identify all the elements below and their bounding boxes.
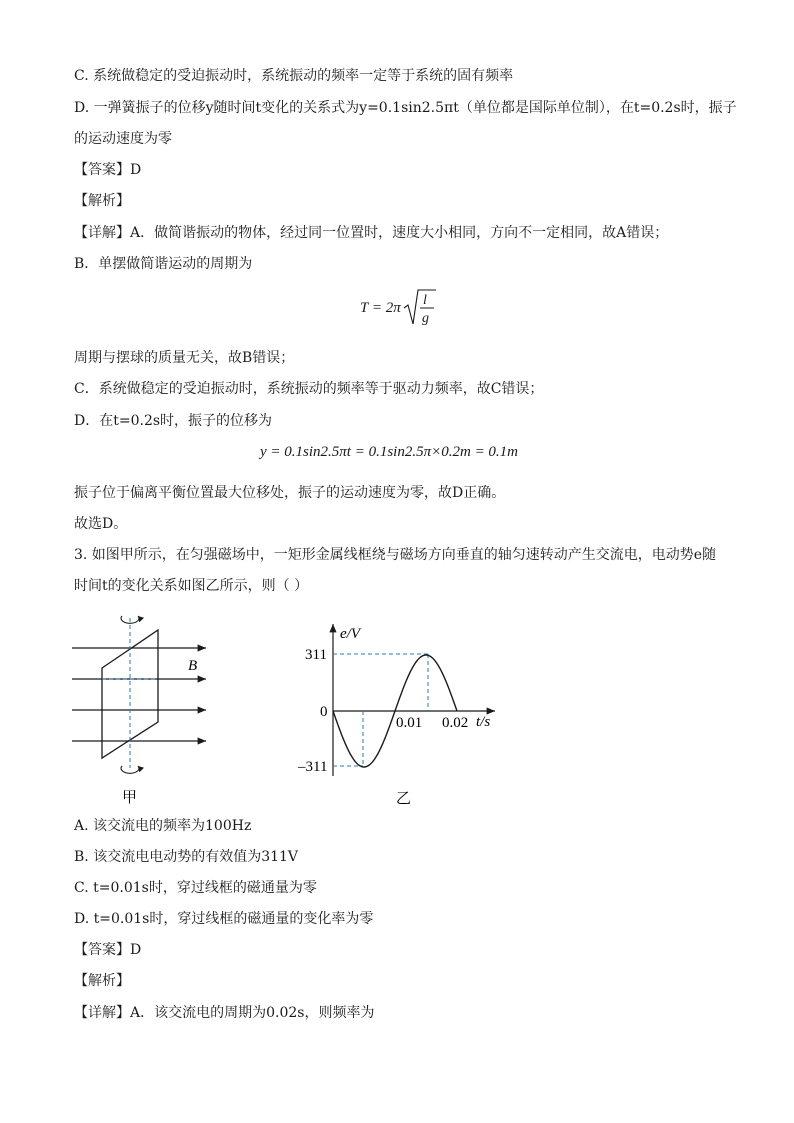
x-axis-label: t/s: [476, 714, 491, 730]
answer-label: 【答案】D: [74, 162, 142, 178]
detail-a: 【详解】A．做简谐振动的物体，经过同一位置时，速度大小相同，方向不一定相同，故A错误；: [74, 225, 669, 241]
fraction-numerator: l: [423, 293, 427, 308]
question-3-stem: 3. 如图甲所示，在匀强磁场中，一矩形金属线框绕与磁场方向垂直的轴匀速转动产生交流电，电动势e随: [74, 547, 717, 563]
period-formula: [360, 288, 440, 328]
y-axis-label: e/V: [340, 626, 360, 642]
figure-jia: [60, 608, 230, 808]
detail-d-conclusion: 振子位于偏离平衡位置最大位移处，振子的运动速度为零，故D正确。: [74, 485, 506, 501]
option-a: A. 该交流电的频率为100Hz: [74, 818, 252, 834]
y-tick-min: –311: [298, 759, 328, 775]
fraction-denominator: g: [422, 311, 429, 326]
analysis-label: 【解析】: [74, 193, 130, 209]
figure-yi-chart: [290, 618, 510, 808]
analysis-label-2: 【解析】: [74, 973, 130, 989]
field-label-b: B: [188, 658, 198, 674]
y-tick-max: 311: [305, 647, 327, 663]
question-3-stem-continued: 时间t的变化关系如图乙所示，则（ ）: [74, 578, 309, 594]
detail-b: B．单摆做简谐运动的周期为: [74, 256, 253, 272]
origin-label: 0: [320, 704, 328, 720]
option-d: D. t=0.01s时，穿过线框的磁通量的变化率为零: [74, 911, 374, 927]
option-c-statement: C. 系统做稳定的受迫振动时，系统振动的频率一定等于系统的固有频率: [74, 68, 514, 84]
answer-label-2: 【答案】D: [74, 942, 142, 958]
displacement-formula: y = 0.1sin2.5πt = 0.1sin2.5π×0.2m = 0.1m: [260, 444, 519, 460]
x-tick-001: 0.01: [396, 715, 423, 731]
x-tick-002: 0.02: [442, 715, 469, 731]
figure-jia-label: 甲: [122, 790, 138, 806]
detail-d: D．在t=0.2s时，振子的位移为: [74, 413, 273, 429]
detail-c: C．系统做稳定的受迫振动时，系统振动的频率等于驱动力频率，故C错误；: [74, 381, 544, 397]
period-formula-lhs: T = 2π: [360, 300, 401, 316]
figure-yi-label: 乙: [396, 791, 412, 807]
choice-statement: 故选D。: [74, 516, 128, 532]
option-b: B. 该交流电电动势的有效值为311V: [74, 849, 299, 865]
option-d-continued: 的运动速度为零: [74, 131, 172, 147]
option-c: C. t=0.01s时，穿过线框的磁通量为零: [74, 880, 317, 896]
option-d-statement: D. 一弹簧振子的位移y随时间t变化的关系式为y=0.1sin2.5πt（单位都是国际单位制），在t=0.2s时，振子: [74, 100, 737, 116]
detail-b-conclusion: 周期与摆球的质量无关，故B错误；: [74, 350, 295, 366]
detail-a-2: 【详解】A．该交流电的周期为0.02s，则频率为: [74, 1005, 375, 1021]
